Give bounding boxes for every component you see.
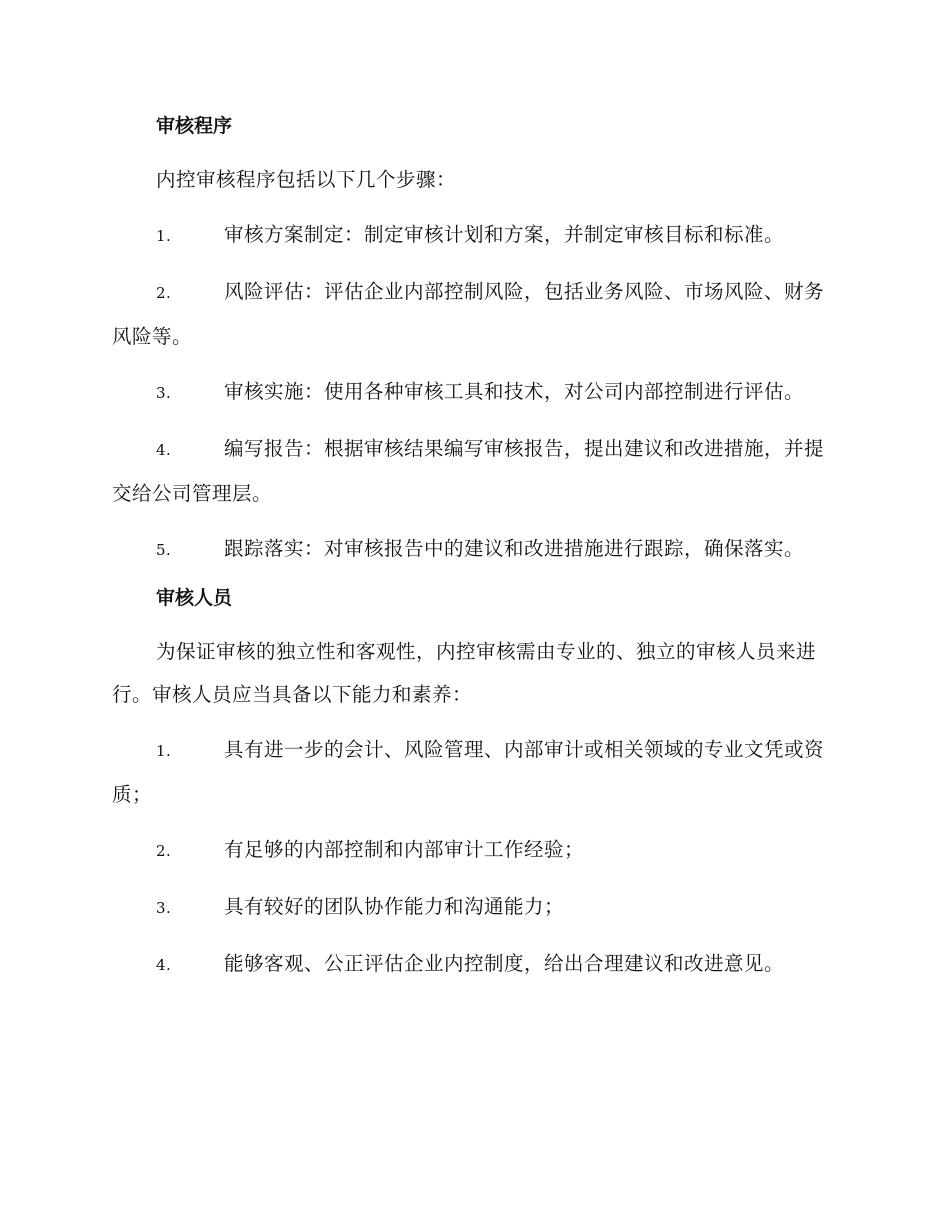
list-item-number: 4. bbox=[156, 956, 172, 974]
list-item-text: 审核实施：使用各种审核工具和技术，对公司内部控制进行评估。 bbox=[224, 380, 805, 403]
list-item bbox=[112, 427, 834, 515]
document-body bbox=[112, 102, 834, 999]
list-item-text: 编写报告：根据审核结果编写审核报告，提出建议和改进措施，并提交给公司管理层。 bbox=[112, 437, 825, 505]
section-intro: 内控审核程序包括以下几个步骤： bbox=[156, 168, 457, 191]
list-item-text: 跟踪落实：对审核报告中的建议和改进措施进行跟踪，确保落实。 bbox=[224, 537, 805, 560]
list-item bbox=[112, 885, 834, 930]
list-item-text: 审核方案制定：制定审核计划和方案，并制定审核目标和标准。 bbox=[224, 223, 785, 246]
section-heading: 审核人员 bbox=[156, 587, 233, 609]
list-item-number: 3. bbox=[156, 899, 172, 917]
list-item-number: 2. bbox=[156, 284, 172, 302]
list-item bbox=[112, 270, 834, 358]
list-item-text: 能够客观、公正评估企业内控制度，给出合理建议和改进意见。 bbox=[224, 952, 785, 975]
list-item-text: 风险评估：评估企业内部控制风险，包括业务风险、市场风险、财务风险等。 bbox=[112, 280, 825, 348]
list-item-number: 4. bbox=[156, 441, 172, 459]
list-item bbox=[112, 213, 834, 258]
list-item-text: 有足够的内部控制和内部审计工作经验； bbox=[224, 838, 585, 861]
section-intro: 为保证审核的独立性和客观性，内控审核需由专业的、独立的审核人员来进行。审核人员应当具备以下能力和素养： bbox=[112, 640, 817, 706]
section-heading: 审核程序 bbox=[156, 115, 233, 137]
list-item-number: 3. bbox=[156, 384, 172, 402]
list-item bbox=[112, 728, 834, 816]
list-item bbox=[112, 370, 834, 415]
list-item bbox=[112, 828, 834, 873]
list-item bbox=[112, 942, 834, 987]
list-item bbox=[112, 527, 834, 572]
list-item-number: 2. bbox=[156, 842, 172, 860]
list-item-number: 1. bbox=[156, 742, 172, 760]
list-item-number: 5. bbox=[156, 541, 172, 559]
list-item-text: 具有较好的团队协作能力和沟通能力； bbox=[224, 895, 565, 918]
list-item-number: 1. bbox=[156, 227, 172, 245]
list-item-text: 具有进一步的会计、风险管理、内部审计或相关领域的专业文凭或资质； bbox=[112, 738, 825, 806]
